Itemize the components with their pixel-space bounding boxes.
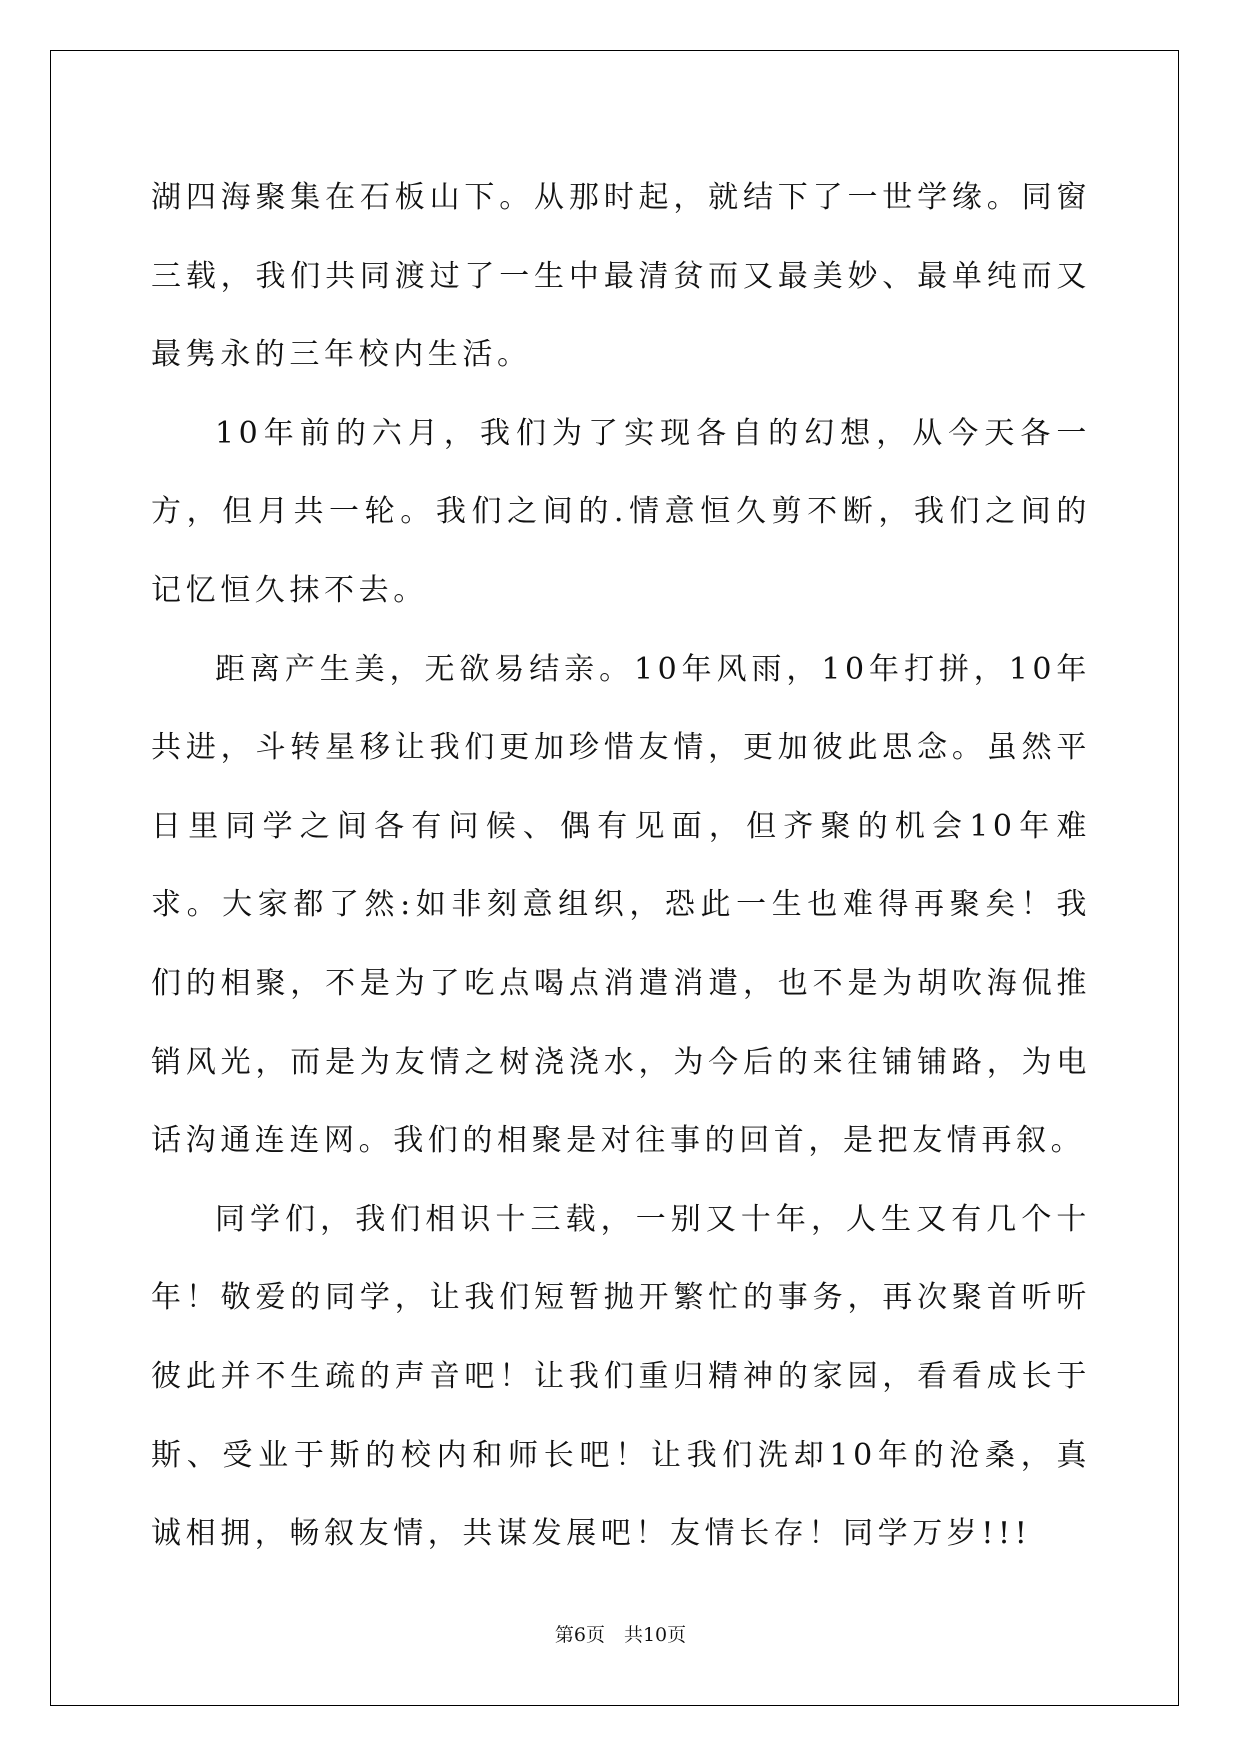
page-footer: 第6页 共10页 (554, 1624, 687, 1646)
paragraph-1: 湖四海聚集在石板山下。从那时起，就结下了一世学缘。同窗三载，我们共同渡过了一生中最清贫而又最美妙、最单纯而又最隽永的三年校内生活。 (151, 180, 1091, 373)
paragraph-2: 10年前的六月，我们为了实现各自的幻想，从今天各一方，但月共一轮。我们之间的.情意恒久剪不断，我们之间的记忆恒久抹不去。 (151, 415, 1091, 608)
paragraph-3: 距离产生美，无欲易结亲。10年风雨，10年打拼，10年共进，斗转星移让我们更加珍惜友情，更加彼此思念。虽然平日里同学之间各有问候、偶有见面，但齐聚的机会10年难求。大家都了然:如非刻意组织，恐此一生也难得再聚矣！我们的相聚，不是为了吃点喝点消遣消遣，也不是为胡吹海侃推销风光，而是为友情之树浇浇水，为今后的来往铺铺路，为电话沟通连连网。我们的相聚是对往事的回首，是把友情再叙。 (151, 651, 1091, 1159)
paragraph-4: 同学们，我们相识十三载，一别又十年，人生又有几个十年！敬爱的同学，让我们短暂抛开繁忙的事务，再次聚首听听彼此并不生疏的声音吧！让我们重归精神的家园，看看成长于斯、受业于斯的校内和师长吧！让我们洗却10年的沧桑，真诚相拥，畅叙友情，共谋发展吧！友情长存！同学万岁!!! (151, 1201, 1091, 1552)
document-body (151, 159, 1091, 1574)
